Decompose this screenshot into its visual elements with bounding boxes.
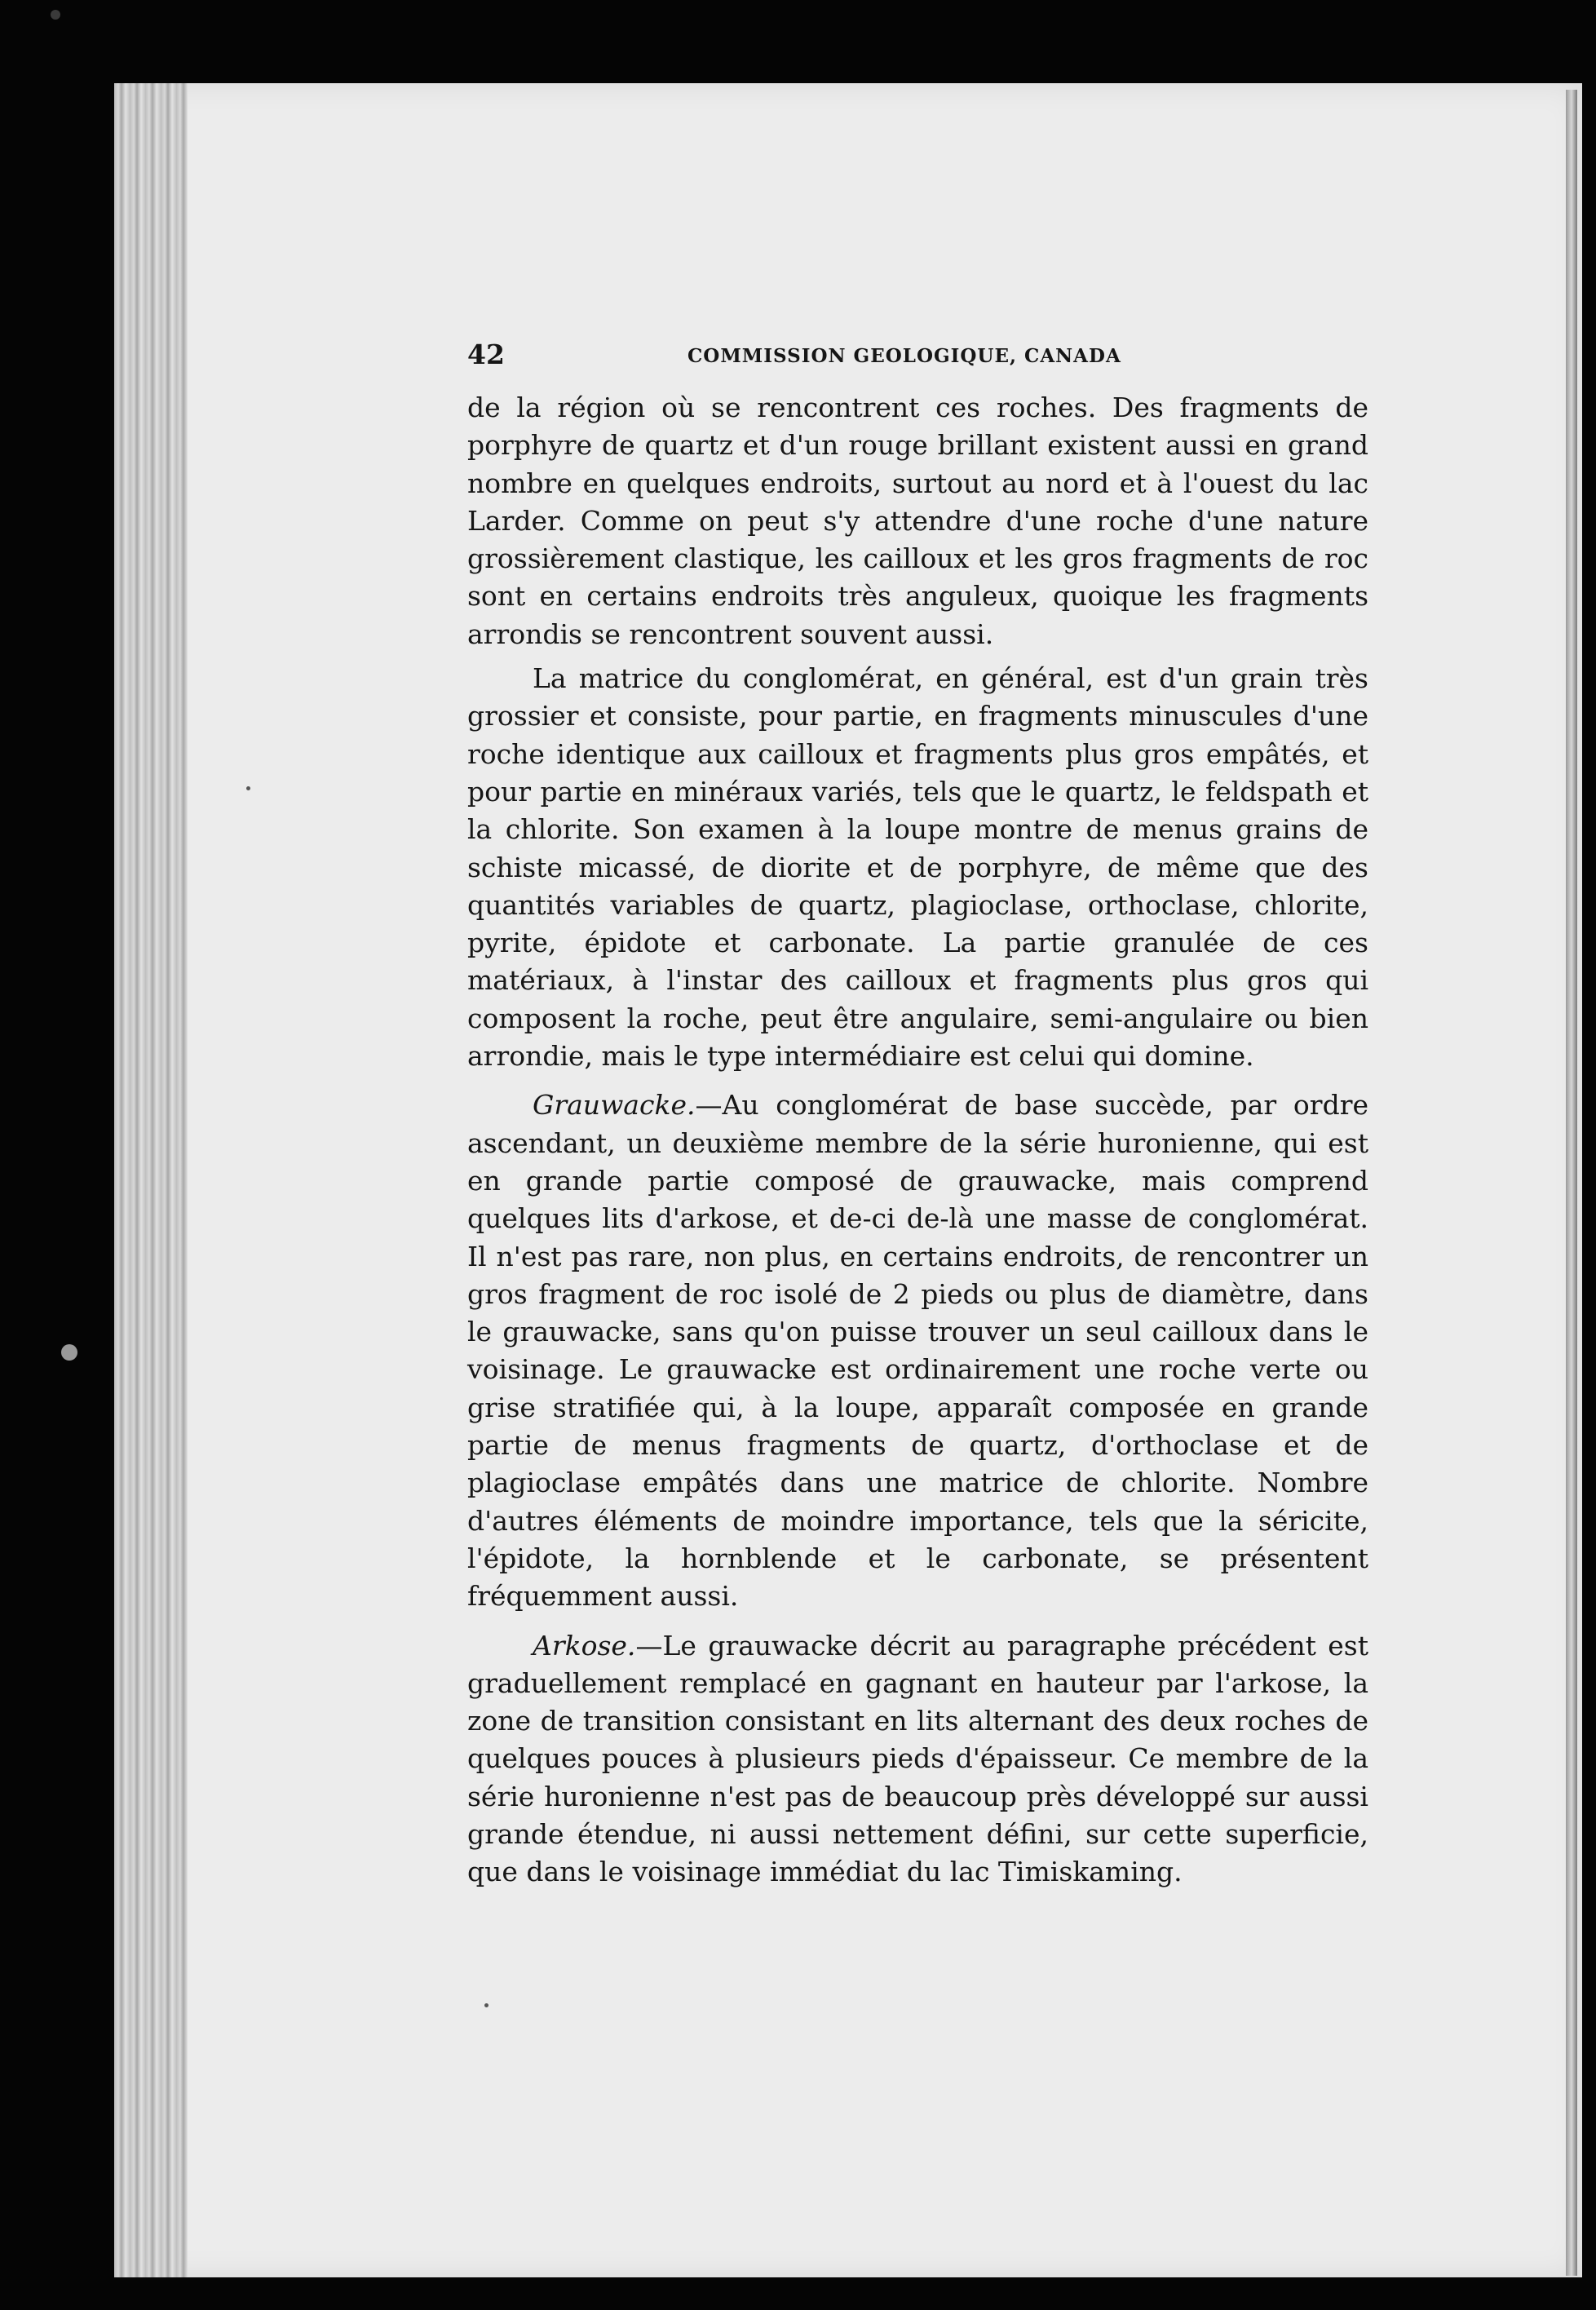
scan-speck xyxy=(51,10,60,20)
section-paragraph-grauwacke xyxy=(467,1086,1368,1615)
running-head xyxy=(467,339,1368,379)
running-header-title: COMMISSION GEOLOGIQUE, CANADA xyxy=(687,345,1121,367)
scan-speck xyxy=(484,2003,489,2007)
section-heading: Grauwacke. xyxy=(533,1089,696,1122)
body-paragraph xyxy=(467,660,1368,1075)
paragraph-text: —Au conglomérat de base succède, par ordre ascendant, un deuxième membre de la série huronienne, qui est en grande partie composé de grauwacke, mais comprend quelques lits d'arkose, et de-ci de-là une masse de conglomérat. Il n'est pas rare, non plus, en certains endroits, de rencontrer un gros fragment de roc isolé de 2 pieds ou plus de diamètre, dans le grauwacke, sans qu'on puisse trouver un seul cailloux dans le voisinage. Le grauwacke est ordinairement une roche verte ou grise stratifiée qui, à la loupe, apparaît composée en grande partie de menus fragments de quartz, d'orthoclase et de plagioclase empâtés dans une matrice de chlorite. Nombre d'autres éléments de moindre importance, tels que la séricite, l'épidote, la hornblende et le carbonate, se présentent fréquemment aussi. xyxy=(467,1089,1368,1613)
page-right-edge xyxy=(1566,90,1577,2276)
paragraph-text: La matrice du conglomérat, en général, est d'un grain très grossier et consiste, pour partie, en fragments minuscules d'une roche identique aux cailloux et fragments plus gros empâtés, et pour partie en minéraux variés, tels que le quartz, le feldspath et la chlorite. Son examen à la loupe montre de menus grains de schiste micassé, de diorite et de porphyre, de même que des quantités variables de quartz, plagioclase, orthoclase, chlorite, pyrite, épidote et carbonate. La partie granulée de ces matériaux, à l'instar des cailloux et fragments plus gros qui composent la roche, peut être angulaire, semi-angulaire ou bien arrondie, mais le type intermédiaire est celui qui domine. xyxy=(467,662,1368,1073)
paragraph-text: —Le grauwacke décrit au paragraphe précédent est graduellement remplacé en gagnant en hauteur par l'arkose, la zone de transition consistant en lits alternant des deux roches de quelques pouces à plusieurs pieds d'épaisseur. Ce membre de la série huronienne n'est pas de beaucoup près développé sur aussi grande étendue, ni aussi nettement défini, sur cette superficie, que dans le voisinage immédiat du lac Timiskaming. xyxy=(467,1629,1368,1888)
scan-speck xyxy=(61,1344,77,1361)
scan-speck xyxy=(246,786,250,790)
book-binding-edge xyxy=(114,83,188,2277)
section-heading: Arkose. xyxy=(533,1629,636,1662)
page-number: 42 xyxy=(467,339,505,370)
paragraph-text: de la région où se rencontrent ces roches. Des fragments de porphyre de quartz et d'un rouge brillant existent aussi en grand nombre en quelques endroits, surtout au nord et à l'ouest du lac Larder. Comme on peut s'y attendre d'une roche d'une nature grossièrement clastique, les cailloux et les gros fragments de roc sont en certains endroits très anguleux, quoique les fragments arrondis se rencontrent souvent aussi. xyxy=(467,392,1368,650)
body-paragraph xyxy=(467,389,1368,653)
page-text-block xyxy=(467,339,1368,1892)
section-paragraph-arkose xyxy=(467,1627,1368,1892)
